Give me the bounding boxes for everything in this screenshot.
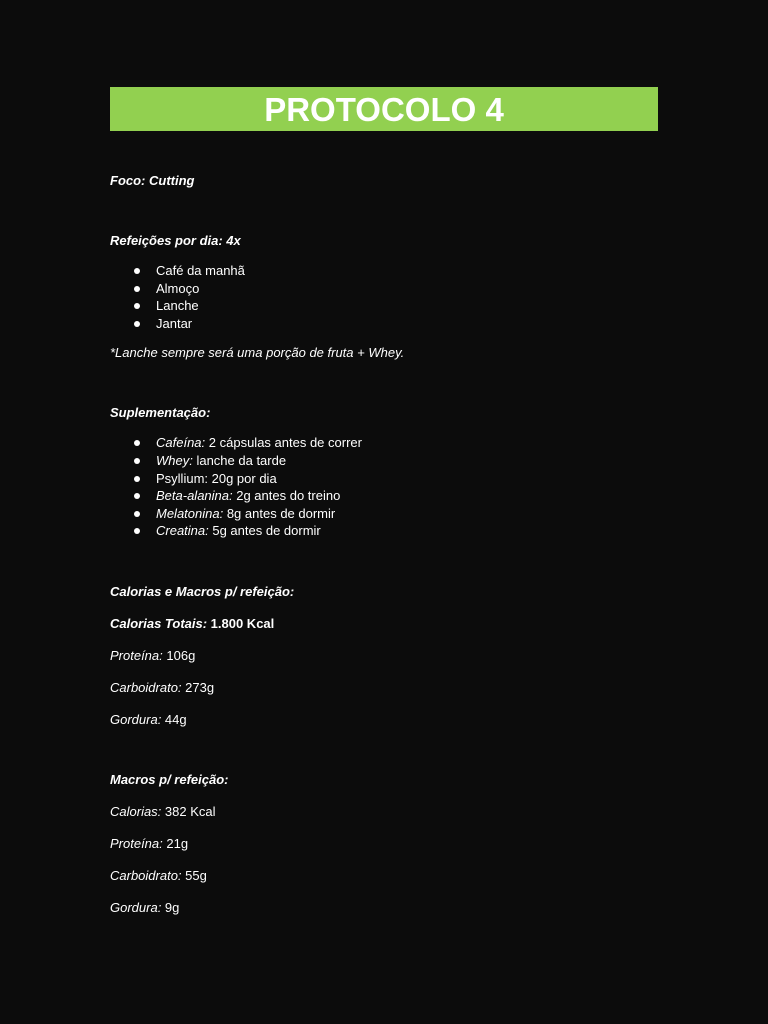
list-item: Melatonina: 8g antes de dormir — [110, 505, 658, 523]
title-banner — [110, 87, 658, 131]
lanche-note: *Lanche sempre será uma porção de fruta + Whey. — [110, 345, 405, 361]
foco-heading: Foco: Cutting — [110, 173, 195, 188]
bullet-icon — [134, 303, 140, 309]
list-item: Almoço — [110, 280, 658, 298]
refeicoes-heading: Refeições por dia: 4x — [110, 233, 241, 248]
calorias-totais: Calorias Totais: 1.800 Kcal — [110, 615, 275, 631]
bullet-icon — [134, 458, 140, 464]
calorias-proteina: Proteína: 106g — [110, 647, 196, 663]
suplementacao-list — [110, 434, 658, 540]
calorias-gordura: Gordura: 44g — [110, 711, 187, 727]
list-item: Beta-alanina: 2g antes do treino — [110, 487, 658, 505]
macros-calorias: Calorias: 382 Kcal — [110, 803, 216, 819]
bullet-icon — [134, 511, 140, 517]
list-item: Café da manhã — [110, 262, 658, 280]
list-item: Cafeína: 2 cápsulas antes de correr — [110, 434, 658, 452]
calorias-carboidrato: Carboidrato: 273g — [110, 679, 215, 695]
bullet-icon — [134, 268, 140, 274]
refeicoes-list — [110, 262, 658, 332]
bullet-icon — [134, 476, 140, 482]
bullet-icon — [134, 286, 140, 292]
macros-heading: Macros p/ refeição: — [110, 771, 229, 787]
macros-gordura: Gordura: 9g — [110, 899, 180, 915]
macros-carboidrato: Carboidrato: 55g — [110, 867, 207, 883]
suplementacao-heading: Suplementação: — [110, 405, 211, 421]
list-item: Jantar — [110, 315, 658, 333]
document-page — [110, 87, 658, 916]
macros-proteina: Proteína: 21g — [110, 835, 189, 851]
list-item: Psyllium: 20g por dia — [110, 470, 658, 488]
bullet-icon — [134, 440, 140, 446]
bullet-icon — [134, 321, 140, 327]
calorias-heading: Calorias e Macros p/ refeição: — [110, 583, 295, 599]
bullet-icon — [134, 493, 140, 499]
page-title: PROTOCOLO 4 — [264, 90, 504, 128]
bullet-icon — [134, 528, 140, 534]
list-item: Creatina: 5g antes de dormir — [110, 522, 658, 540]
list-item: Whey: lanche da tarde — [110, 452, 658, 470]
list-item: Lanche — [110, 297, 658, 315]
